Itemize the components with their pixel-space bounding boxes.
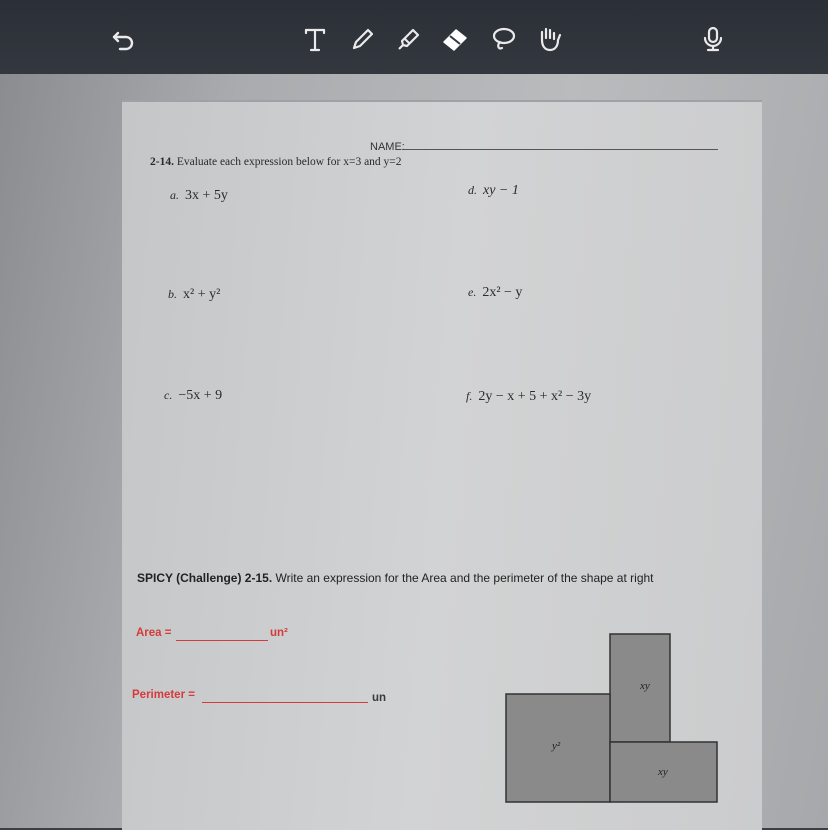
toolbar (0, 0, 828, 74)
lasso-icon[interactable] (486, 22, 520, 56)
item-label: b. (168, 287, 177, 301)
item-label: c. (164, 388, 173, 402)
area-answer-line[interactable] (176, 640, 268, 641)
item-expression: 2y − x + 5 + x² − 3y (478, 389, 592, 404)
problem-text: Evaluate each expression below for x=3 and y=2 (176, 156, 402, 168)
text-tool-icon[interactable] (298, 22, 332, 56)
item-label: e. (468, 285, 477, 299)
item-expression: 2x² − y (482, 285, 523, 300)
problem-number: 2-14. (150, 156, 174, 168)
shape-label-bottom-right: xy (658, 766, 668, 778)
area-unit: un² (270, 627, 288, 639)
item-f (466, 389, 591, 405)
item-label: d. (468, 183, 477, 197)
composite-shape (500, 630, 725, 810)
item-d (468, 183, 519, 199)
eraser-icon[interactable] (438, 22, 472, 56)
perimeter-label: Perimeter = (132, 689, 195, 701)
item-e (468, 285, 522, 301)
shape-label-left: y² (552, 740, 561, 752)
problem-heading (150, 156, 402, 168)
perimeter-answer-line[interactable] (202, 702, 368, 703)
pen-icon[interactable] (346, 22, 380, 56)
undo-icon[interactable] (106, 22, 140, 56)
item-expression: 3x + 5y (185, 188, 228, 203)
name-line (402, 149, 718, 150)
highlighter-icon[interactable] (392, 22, 426, 56)
item-expression: −5x + 9 (178, 388, 223, 403)
area-label: Area = (136, 627, 172, 639)
challenge-heading (137, 571, 654, 585)
item-c (164, 388, 222, 404)
item-b (168, 287, 220, 303)
item-label: f. (466, 389, 473, 403)
challenge-prefix: SPICY (Challenge) 2-15. (137, 571, 273, 585)
item-a (170, 188, 228, 204)
item-expression: xy − 1 (483, 183, 519, 198)
microphone-icon[interactable] (696, 22, 730, 56)
item-label: a. (170, 188, 179, 202)
perimeter-unit: un (372, 692, 387, 704)
challenge-text: Write an expression for the Area and the perimeter of the shape at right (275, 571, 654, 585)
shape-label-top-right: xy (640, 680, 650, 692)
item-expression: x² + y² (183, 287, 221, 302)
hand-icon[interactable] (532, 22, 566, 56)
name-label: NAME: (370, 141, 405, 153)
